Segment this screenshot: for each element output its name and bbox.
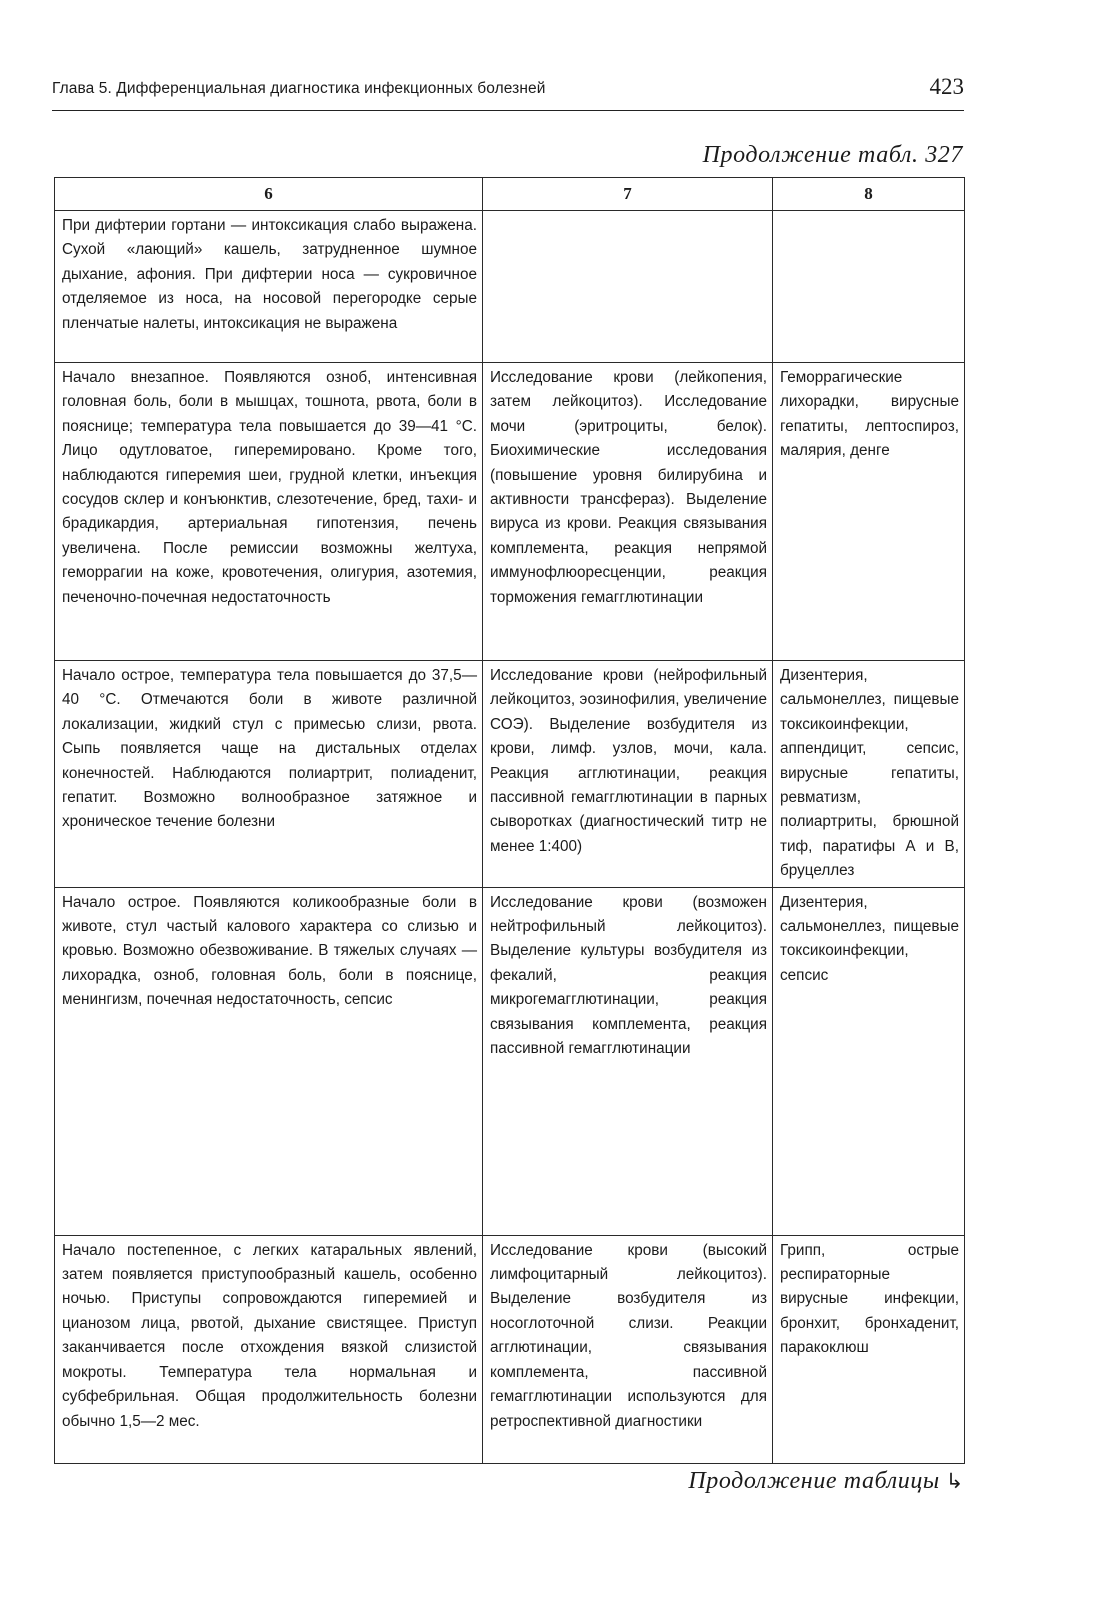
running-header (52, 74, 964, 111)
clinical-features-cell: Начало острое. Появляются коликообразные боли в животе, стул частый калового характера со слизью и кровью. Возможно обезвоживание. В тяжелых случаях — лихорадка, озноб, головная боль, боли в пояснице, менингизм, почечная недостаточность, сепсис (55, 887, 483, 1235)
table-row (55, 1235, 965, 1463)
lab-diagnostics-cell: Исследование крови (лейкопения, затем лейкоцитоз). Исследование мочи (эритроциты, белок). Биохимические исследования (повышение уровня билирубина и активности трансфераз). Выделение вируса из крови. Реакция связывания комплемента, реакция непрямой иммунофлюоресценции, реакция торможения гемагглютинации (483, 363, 773, 661)
table-continued-footer (688, 1468, 964, 1495)
diagnosis-table (54, 177, 965, 1464)
lab-diagnostics-cell: Исследование крови (высокий лимфоцитарный лейкоцитоз). Выделение возбудителя из носоглоточной слизи. Реакции агглютинации, связывания комплемента, пассивной гемагглютинации используются для ретроспективной диагностики (483, 1235, 773, 1463)
clinical-features-cell: Начало острое, температура тела повышается до 37,5—40 °С. Отмечаются боли в животе различной локализации, жидкий стул с примесью слизи, рвота. Сыпь появляется чаще на дистальных отделах конечностей. Наблюдаются полиартрит, полиаденит, гепатит. Возможно волнообразное затяжное и хроническое течение болезни (55, 661, 483, 888)
table-row (55, 211, 965, 363)
differential-diagnosis-cell: Дизентерия, сальмонеллез, пищевые токсикоинфекции, сепсис (773, 887, 965, 1235)
lab-diagnostics-cell: Исследование крови (нейрофильный лейкоцитоз, эозинофилия, увеличение СОЭ). Выделение возбудителя из крови, лимф. узлов, мочи, кала. Реакция агглютинации, реакция пассивной гемагглютинации в парных сыворотках (диагностический титр не менее 1:400) (483, 661, 773, 888)
page-number: 423 (929, 74, 964, 99)
table-row (55, 363, 965, 661)
lab-diagnostics-cell (483, 211, 773, 363)
continued-caption: Продолжение таблицы (688, 1468, 940, 1494)
table-header-row (55, 178, 965, 211)
lab-diagnostics-cell: Исследование крови (возможен нейтрофильный лейкоцитоз). Выделение культуры возбудителя из фекалий, реакция микрогемагглютинации, реакция связывания комплемента, реакция пассивной гемагглютинации (483, 887, 773, 1235)
differential-diagnosis-cell (773, 211, 965, 363)
curved-arrow-icon: ↳ (945, 1469, 964, 1493)
column-header-8: 8 (773, 178, 965, 211)
differential-diagnosis-cell: Дизентерия, сальмонеллез, пищевые токсикоинфекции, аппендицит, сепсис, вирусные гепатиты, ревматизм, полиартриты, брюшной тиф, паратифы А и В, бруцеллез (773, 661, 965, 888)
differential-diagnosis-cell: Грипп, острые респираторные вирусные инфекции, бронхит, бронхаденит, паракоклюш (773, 1235, 965, 1463)
differential-diagnosis-cell: Геморрагические лихорадки, вирусные гепатиты, лептоспироз, малярия, денге (773, 363, 965, 661)
column-header-7: 7 (483, 178, 773, 211)
column-header-6: 6 (55, 178, 483, 211)
chapter-title: Глава 5. Дифференциальная диагностика инфекционных болезней (52, 80, 546, 97)
clinical-features-cell: При дифтерии гортани — интоксикация слабо выражена. Сухой «лающий» кашель, затрудненное шумное дыхание, афония. При дифтерии носа — сукровичное отделяемое из носа, на носовой перегородке серые пленчатые налеты, интоксикация не выражена (55, 211, 483, 363)
table-row (55, 887, 965, 1235)
table-continuation-caption: Продолжение табл. 327 (702, 142, 963, 168)
clinical-features-cell: Начало внезапное. Появляются озноб, интенсивная головная боль, боли в мышцах, тошнота, рвота, боли в пояснице; температура тела повышается до 39—41 °С. Лицо одутловатое, гиперемировано. Кроме того, наблюдаются гиперемия шеи, грудной клетки, инъекция сосудов склер и конъюнктив, слезотечение, бред, тахи- и брадикардия, артериальная гипотензия, печень увеличена. После ремиссии возможны желтуха, геморрагии на коже, кровотечения, олигурия, азотемия, печеночно-почечная недостаточность (55, 363, 483, 661)
table-row (55, 661, 965, 888)
clinical-features-cell: Начало постепенное, с легких катаральных явлений, затем появляется приступообразный кашель, особенно ночью. Приступы сопровождаются гиперемией и цианозом лица, рвотой, дыхание свистящее. Приступ заканчивается после отхождения вязкой слизистой мокроты. Температура тела нормальная и субфебрильная. Общая продолжительность болезни обычно 1,5—2 мес. (55, 1235, 483, 1463)
